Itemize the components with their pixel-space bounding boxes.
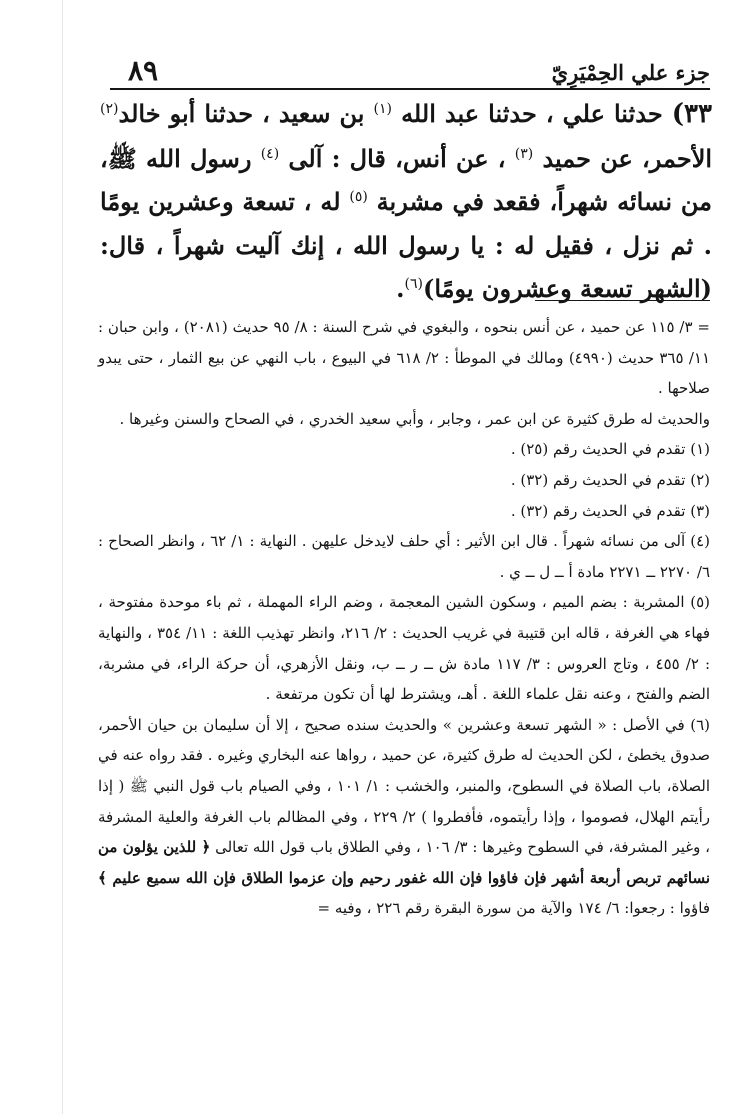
footnote-marker: (١) [373, 101, 392, 117]
footnote-3: (٣) تقدم في الحديث رقم (٣٢) . [510, 501, 710, 520]
footnote-5: (٥) المشربة : بضم الميم ، وسكون الشين المعجمة ، وضم الراء المهملة ، ثم باء موحدة مفتوحة ، فهاء هي الغرفة ، قاله ابن قتيبة في غريب الحديث : ٢/ ٢١٦، وانظر تهذيب اللغة : ١١/ ٣٥٤ ، والنهاية : ٢/ ٤٥٥ ، وتاج العروس : ٣/ ١١٧ مادة ش ــ ر ــ ب، ونقل الأزهري، أن حركة الراء، في مشربة، الضم والفتح ، وعنه نقل علماء اللغة . أهـ، ويشترط لها أن تكون مرتفعة . [98, 593, 711, 704]
footnote-2: (٢) تقدم في الحديث رقم (٣٢) . [510, 470, 710, 489]
footnote-marker: (٢) [100, 101, 119, 117]
footnote-1: (١) تقدم في الحديث رقم (٢٥) . [510, 440, 710, 459]
footnotes [98, 312, 710, 924]
footnote-6-text-end: فاؤوا : رجعوا: ٦/ ١٧٤ والآية من سورة البقرة رقم ٢٢٦ ، وفيه = [317, 899, 710, 918]
footnote-marker: (٣) [514, 145, 534, 162]
running-title: جزء علي الحِمْيَرِيّ [551, 60, 710, 85]
hadith-segment: ، عن أنس، قال : آلى [288, 143, 506, 173]
footnote-previous-continuation: = ٣/ ١١٥ عن حميد ، عن أنس بنحوه ، والبغوي في شرح السنة : ٨/ ٩٥ حديث (٢٠٨١) ، وابن حبان : ١١/ ٣٦٥ حديث (٤٩٩٠) ومالك في الموطأ : ٢/ ٦١٨ في البيوع ، باب النهي عن بيع الثمار ، حتى يبدو صلاحها . [98, 318, 711, 398]
footnote-marker: (٦) [404, 276, 423, 292]
hadith-segment: الأحمر، عن حميد [542, 143, 713, 173]
hadith-end: . [396, 274, 405, 303]
hadith-text [100, 92, 712, 311]
hadith-segment: له ، تسعة وعشرين يومًا . ثم نزل ، فقيل له : يا رسول الله ، إنك آليت شهراً ، قال: (الشهر تسعة وعشرون يومًا) [100, 187, 712, 303]
footnote-6 [98, 710, 710, 924]
hadith-number: ٣٣) [671, 99, 712, 129]
footnote-marker: (٥) [349, 189, 368, 205]
footnote-6-text: (٦) في الأصل : « الشهر تسعة وعشرين » والحديث سنده صحيح ، إلا أن سليمان بن حيان الأحمر، صدوق يخطئ ، لكن الحديث له طرق كثيرة، عن حميد ، رواها عنه البخاري وغيره . فقد رواه عنه في الصلاة، باب الصلاة في السطوح، والمنبر، والخشب : ١/ ١٠١ ، وفي الصيام باب قول النبي ﷺ ( إذا رأيتم الهلال، فصوموا ، وإذا رأيتموه، فأفطروا ) ٢/ ٢٢٩ ، وفي المظالم باب الغرفة والعلية المشرفة ، وغير المشرفة، في السطوح وغيرها : ٣/ ١٠٦ ، وفي الطلاق باب قول الله تعالى [98, 715, 710, 857]
quran-verse: ﴿ للذين يؤلون من نسائهم تربص أربعة أشهر فإن فاؤوا فإن الله غفور رحيم وإن عزموا الطلاق فإن الله سميع عليم ﴾ [98, 838, 710, 887]
footnote-4: (٤) آلى من نسائه شهراً . قال ابن الأثير : أي حلف لايدخل عليهن . النهاية : ١/ ٦٢ ، وانظر الصحاح : ٦/ ٢٢٧٠ ــ ٢٢٧١ مادة أ ــ ل ــ ي . [98, 532, 710, 581]
hadith-segment: رسول الله ﷺ، من نسائه شهراً، فقعد في مشربة [100, 143, 713, 216]
hadith-segment: بن سعيد ، حدثنا أبو خالد [118, 99, 365, 128]
page-number: ٨٩ [128, 54, 159, 87]
page-margin-line [62, 0, 63, 1114]
footnote-previous-continuation: والحديث له طرق كثيرة عن ابن عمر ، وجابر ، وأبي سعيد الخدري ، في الصحاح والسنن وغيرها . [119, 409, 710, 428]
page-header [110, 52, 710, 90]
hadith-segment: حدثنا علي ، حدثنا عبد الله [401, 99, 663, 128]
footnote-marker: (٤) [260, 145, 280, 162]
footnote-separator [535, 300, 710, 301]
